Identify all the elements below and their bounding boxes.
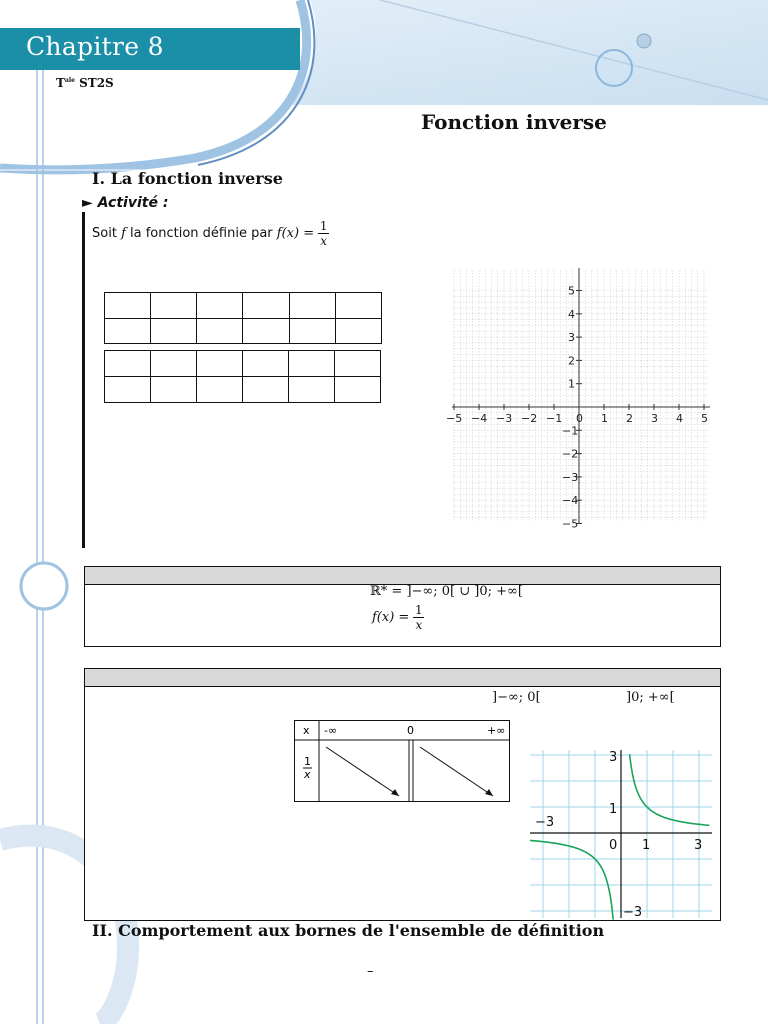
activity-label: ► Activité : <box>82 195 169 211</box>
curve-tick-origin: 0 <box>609 838 618 853</box>
vt-x-label: x <box>303 724 310 737</box>
vt-minus-inf: -∞ <box>324 724 338 737</box>
grid-y-tick: 2 <box>568 354 575 368</box>
curve-tick-y-bottom: −3 <box>623 905 643 920</box>
document-title: Fonction inverse <box>421 110 607 134</box>
activity-bar <box>82 212 85 548</box>
grid-x-tick: 1 <box>601 412 608 425</box>
curve-tick-y-one: 1 <box>609 802 618 817</box>
grid-x-tick: 4 <box>676 412 683 425</box>
values-table-1 <box>104 292 382 344</box>
grid-y-tick: −2 <box>562 447 579 461</box>
grid-y-tick: −1 <box>562 424 579 438</box>
header-banner <box>0 0 768 175</box>
grid-x-tick: 5 <box>701 412 708 425</box>
curve-tick-y-top: 3 <box>609 750 618 765</box>
curve-tick-x-left: −3 <box>535 815 555 830</box>
variation-table <box>294 720 510 802</box>
table-row <box>105 377 381 403</box>
section-2-title: II. Comportement aux bornes de l'ensemble de définition <box>92 921 605 940</box>
vt-f-den: x <box>304 768 311 781</box>
grid-y-tick: 5 <box>568 284 575 298</box>
grid-x-tick: −1 <box>546 412 563 425</box>
grid-x-tick: −5 <box>446 412 463 425</box>
grid-y-tick: −5 <box>562 517 579 531</box>
class-label: $T^{ale}$ ST2S <box>56 76 114 90</box>
table-row <box>105 351 381 377</box>
table-row <box>105 293 382 319</box>
variation-box-header <box>85 669 720 687</box>
intro-text: Soit f la fonction définie par f(x) = $\frac{1}{x}$ <box>92 219 328 248</box>
values-table-2 <box>104 350 381 403</box>
inverse-curve-plot <box>530 750 712 918</box>
grid-x-tick: −4 <box>471 412 488 425</box>
grid-y-tick: 3 <box>568 331 575 345</box>
vt-plus-inf: +∞ <box>487 724 506 737</box>
table-row <box>105 318 382 344</box>
grid-x-tick: 2 <box>626 412 633 425</box>
grid-y-tick: −3 <box>562 470 579 484</box>
curve-tick-x-right: 3 <box>694 838 703 853</box>
grid-y-tick: 1 <box>568 377 575 391</box>
vt-zero: 0 <box>407 724 414 737</box>
domain-definition: ℝ* = ]−∞; 0[ ∪ ]0; +∞[ <box>370 584 523 599</box>
page-mark: – <box>367 964 374 979</box>
function-definition: f(x) = $\frac{1}{x}$ <box>372 603 423 632</box>
chapter-title: Chapitre 8 <box>26 32 164 61</box>
left-accent-top <box>0 0 60 150</box>
definition-box-header <box>85 567 720 585</box>
interval-negative: ]−∞; 0[ <box>492 690 541 705</box>
curve-tick-x-one: 1 <box>642 838 651 853</box>
intro-fraction: $\frac{1}{x}$ <box>319 219 328 248</box>
vt-f-num: 1 <box>304 755 311 768</box>
empty-coordinate-grid <box>446 268 710 531</box>
section-1-title: I. La fonction inverse <box>92 169 283 188</box>
interval-positive: ]0; +∞[ <box>626 690 675 705</box>
grid-y-tick: 4 <box>568 307 575 321</box>
grid-x-tick: −2 <box>521 412 538 425</box>
grid-x-tick: 3 <box>651 412 658 425</box>
grid-x-tick: 0 <box>576 412 583 425</box>
grid-y-tick: −4 <box>562 494 579 508</box>
grid-x-tick: −3 <box>496 412 513 425</box>
